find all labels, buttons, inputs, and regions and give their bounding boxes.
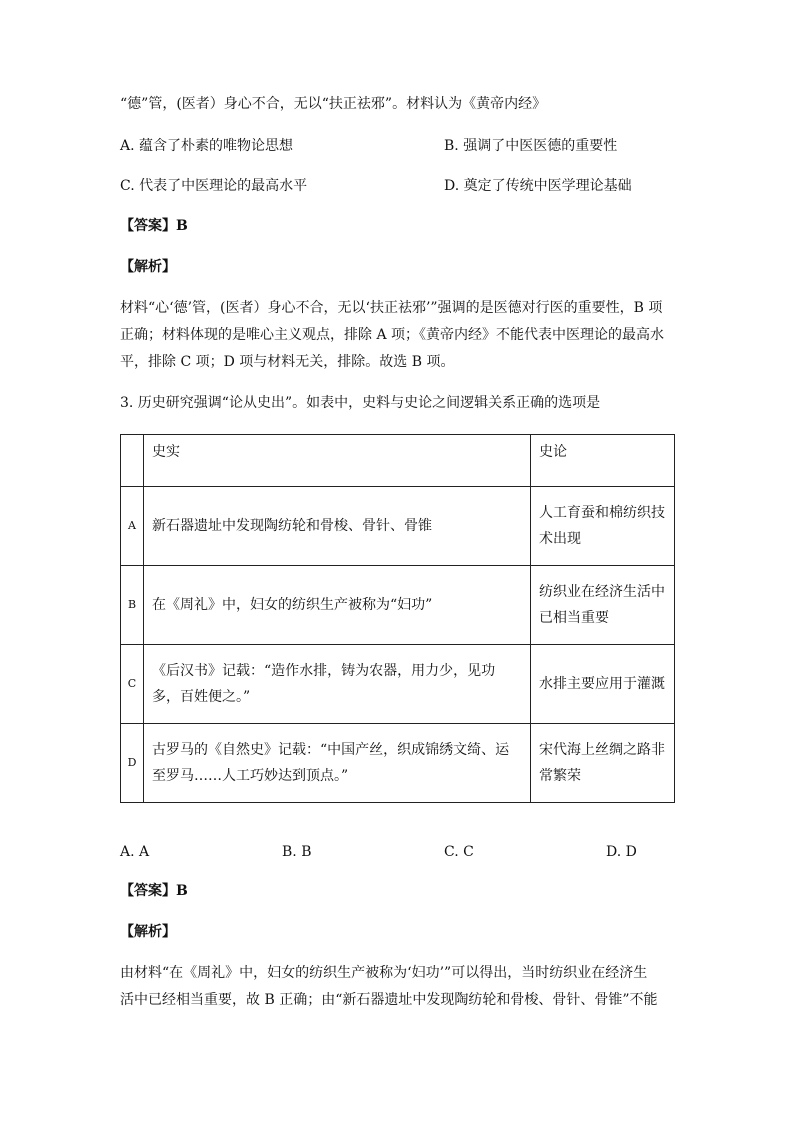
row-letter: C xyxy=(121,645,144,724)
theory-cell xyxy=(531,645,675,724)
row-letter: D xyxy=(121,724,144,803)
fact-line: 古罗马的《自然史》记载：“中国产丝，织成锦绣文绮、运 xyxy=(152,742,510,758)
q2-option-a xyxy=(120,136,293,156)
q2-option-d-text: 奠定了传统中医学理论基础 xyxy=(463,178,632,194)
theory-line: 术出现 xyxy=(539,531,581,547)
fact-cell xyxy=(144,487,531,566)
q2-option-b-text: 强调了中医医德的重要性 xyxy=(463,138,618,154)
q2-option-c-label: C. xyxy=(120,178,135,194)
row-letter: A xyxy=(121,487,144,566)
theory-cell xyxy=(531,487,675,566)
q3-analysis xyxy=(120,960,676,1014)
q3-option-b: B. B xyxy=(282,844,312,860)
q2-option-c-text: 代表了中医理论的最高水平 xyxy=(139,178,308,194)
theory-line: 纺织业在经济生活中 xyxy=(539,584,665,600)
theory-cell xyxy=(531,566,675,645)
fact-line: 在《周礼》中，妇女的纺织生产被称为“妇功” xyxy=(152,597,433,613)
fact-cell xyxy=(144,566,531,645)
history-table xyxy=(120,434,675,803)
theory-cell xyxy=(531,724,675,803)
q3-option-d: D. D xyxy=(606,844,637,860)
fact-line: 《后汉书》记载：“造作水排，铸为农器，用力少，见功 xyxy=(152,663,496,679)
intro-line: “德”管，(医者）身心不合，无以“扶正祛邪”。材料认为《黄帝内经》 xyxy=(120,96,547,112)
table-row xyxy=(121,724,675,803)
theory-line: 人工育蚕和棉纺织技 xyxy=(539,505,665,521)
q3-option-a: A. A xyxy=(120,844,150,860)
q3-option-c: C. C xyxy=(444,844,474,860)
fact-cell xyxy=(144,724,531,803)
header-cell-theory: 史论 xyxy=(531,435,675,487)
q2-answer: 【答案】B xyxy=(120,218,188,234)
q2-option-c xyxy=(120,176,307,196)
table-row xyxy=(121,645,675,724)
fact-cell xyxy=(144,645,531,724)
table-header-row xyxy=(121,435,675,487)
table-row xyxy=(121,487,675,566)
q2-option-b-label: B. xyxy=(444,138,459,154)
q2-analysis xyxy=(120,295,676,376)
row-letter: B xyxy=(121,566,144,645)
q3-analysis-title: 【解析】 xyxy=(120,924,176,940)
q2-analysis-title: 【解析】 xyxy=(120,259,176,275)
theory-line: 宋代海上丝绸之路非 xyxy=(539,742,665,758)
q3-question: 3. 历史研究强调“论从史出”。如表中，史料与史论之间逻辑关系正确的选项是 xyxy=(120,395,601,411)
fact-line: 至罗马……人工巧妙达到顶点。” xyxy=(152,768,349,784)
q2-option-b xyxy=(444,136,617,156)
q2-option-a-label: A. xyxy=(120,138,135,154)
q2-option-a-text: 蕴含了朴素的唯物论思想 xyxy=(139,138,294,154)
table-row xyxy=(121,566,675,645)
q2-option-d-label: D. xyxy=(444,178,460,194)
fact-line: 新石器遗址中发现陶纺轮和骨梭、骨针、骨锥 xyxy=(152,518,432,534)
q2-analysis-line: 材料“心‘德’管，(医者）身心不合，无以‘扶正祛邪’”强调的是医德对行医的重要性，B 项 xyxy=(120,300,663,316)
theory-line: 常繁荣 xyxy=(539,768,581,784)
theory-line: 水排主要应用于灌溉 xyxy=(539,676,665,692)
header-cell-empty xyxy=(121,435,144,487)
q2-analysis-line: 正确；材料体现的是唯心主义观点，排除 A 项；《黄帝内经》不能代表中医理论的最高水 xyxy=(120,327,665,343)
fact-line: 多，百姓便之。” xyxy=(152,689,251,705)
q3-analysis-line: 活中已经相当重要，故 B 正确；由“新石器遗址中发现陶纺轮和骨梭、骨针、骨锥”不能 xyxy=(120,992,658,1008)
q3-analysis-line: 由材料“在《周礼》中，妇女的纺织生产被称为‘妇功’”可以得出，当时纺织业在经济生 xyxy=(120,965,648,981)
q2-analysis-line: 平，排除 C 项；D 项与材料无关，排除。故选 B 项。 xyxy=(120,354,455,370)
header-cell-fact: 史实 xyxy=(144,435,531,487)
q2-option-d xyxy=(444,176,632,196)
q3-answer: 【答案】B xyxy=(120,883,188,899)
theory-line: 已相当重要 xyxy=(539,610,609,626)
